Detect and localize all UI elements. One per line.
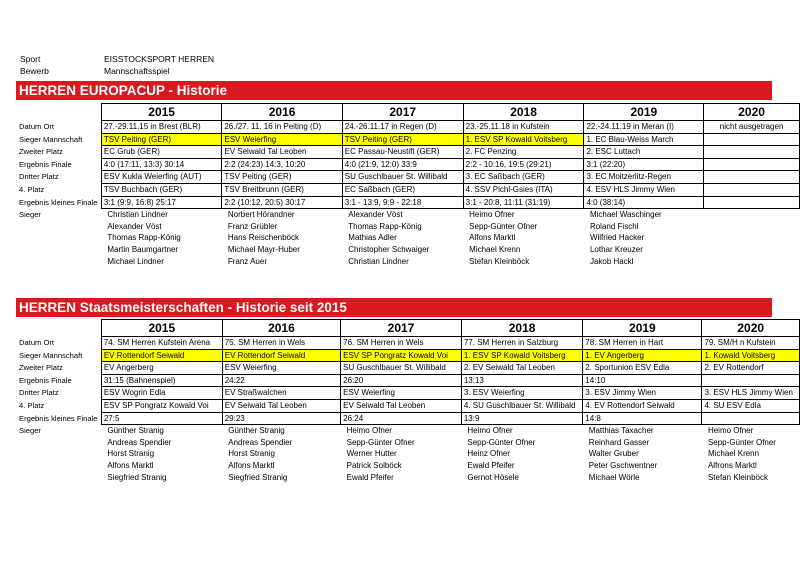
table-cell — [702, 374, 800, 387]
sieger-row — [16, 460, 800, 472]
table-row — [16, 387, 800, 400]
row-label: Dritter Platz — [19, 172, 59, 182]
table-row — [16, 183, 800, 196]
table-cell — [704, 196, 800, 209]
table-cell: 2:2 (10:12, 20:5) 30:17 — [222, 196, 342, 209]
staatsmeister-table — [16, 319, 800, 483]
table-cell: 79. SM/H n Kufstein — [702, 337, 800, 350]
year-header: 2016 — [222, 104, 342, 121]
table-cell: TSV Peiting (GER) — [222, 171, 342, 184]
table-cell: 2. ESC Luttach — [584, 146, 704, 159]
table-cell: 4. SU ESV Edla — [702, 399, 800, 412]
table-cell: 23.-25.11.18 in Kufstein — [463, 121, 584, 134]
table-cell: EC Passau-Neustift (GER) — [342, 146, 463, 159]
table-cell: 77. SM Herren in Salzburg — [461, 337, 582, 350]
bewerb-value: Mannschaftsspiel — [104, 66, 170, 76]
sieger-name: Ewald Pfeifer — [346, 472, 394, 482]
row-label: Ergebnis Finale — [19, 159, 72, 169]
sieger-name: Jakob Hackl — [589, 256, 634, 266]
sieger-name: Günther Stranig — [228, 426, 285, 436]
sieger-name: Heimo Ofner — [707, 426, 754, 436]
sieger-name: Stefan Kleinböck — [469, 256, 530, 266]
sieger-name: Patrick Solböck — [346, 460, 402, 470]
table-cell: ESV Weierfing — [341, 387, 462, 400]
sieger-name: Siegfried Stranig — [107, 472, 167, 482]
sieger-name: Heimo Ofner — [467, 426, 513, 436]
table-cell — [704, 183, 800, 196]
sieger-label — [16, 244, 101, 256]
table-cell — [704, 171, 800, 184]
year-header: 2018 — [461, 320, 582, 337]
table-cell: 3:1 (22:20) — [584, 158, 704, 171]
table-cell: 22.-24.11.19 in Meran (I) — [584, 121, 704, 134]
year-header-spacer — [16, 320, 101, 337]
sieger-name: Peter Gschwentner — [588, 460, 658, 470]
sieger-name: Alfons Marktl — [469, 233, 516, 243]
table-cell: 1. ESV SP Kowald Voitsberg — [461, 349, 582, 362]
table-cell: EV Straßwalchen — [222, 387, 340, 400]
table-cell: 3:1 - 13:9, 9:9 - 22:18 — [342, 196, 463, 209]
row-label: Datum Ort — [19, 338, 55, 347]
year-header: 2017 — [342, 104, 463, 121]
table-cell: 29:23 — [222, 412, 340, 425]
sieger-name: Martin Baumgartner — [107, 244, 179, 254]
sieger-name: Mathias Adler — [348, 233, 397, 243]
sieger-name: Alfrons Marktl — [707, 460, 757, 470]
table-cell: 26./27. 11. 16 in Peiting (D) — [222, 121, 342, 134]
europacup-table — [16, 103, 800, 267]
table-cell: ESV Kukla Weierfing (AUT) — [101, 171, 221, 184]
sieger-label — [16, 448, 101, 460]
sieger-row — [16, 232, 800, 244]
table-cell: 3. ESV Jimmy Wien — [583, 387, 702, 400]
table-cell: 14:8 — [583, 412, 702, 425]
table-row — [16, 362, 800, 375]
year-header: 2020 — [704, 104, 800, 121]
staatsmeister-title-banner: HERREN Staatsmeisterschaften - Historie seit 2015 — [16, 298, 772, 317]
sieger-label: Sieger — [19, 425, 41, 435]
sieger-name: Matthias Taxacher — [588, 426, 654, 436]
sieger-name — [704, 256, 800, 268]
sieger-label — [16, 437, 101, 449]
sieger-name: Andreas Spendier — [228, 437, 293, 447]
europacup-title-banner: HERREN EUROPACUP - Historie — [16, 81, 772, 100]
row-label: Zweiter Platz — [19, 363, 63, 373]
sieger-name: Alexander Vöst — [348, 210, 403, 220]
table-cell: ESV Weierfing — [222, 133, 342, 146]
row-label: Dritter Platz — [19, 388, 59, 398]
sport-label: Sport — [20, 54, 41, 64]
table-row — [16, 374, 800, 387]
year-header: 2016 — [222, 320, 340, 337]
sieger-name: Christian Lindner — [107, 210, 168, 220]
sieger-label — [16, 472, 101, 484]
sieger-row — [16, 425, 800, 437]
table-cell: 4:0 (21:9, 12:0) 33:9 — [342, 158, 463, 171]
sieger-name: Wilfried Hacker — [589, 233, 645, 243]
sieger-name: Michael Krenn — [707, 449, 760, 459]
table-cell: 1. EC Blau-Weiss March — [584, 133, 704, 146]
sieger-row — [16, 221, 800, 233]
table-cell: ESV SP Pongratz Kowald Voi — [341, 349, 462, 362]
sieger-name: Alexander Vöst — [107, 221, 162, 231]
table-cell: 76. SM Herren in Wels — [341, 337, 462, 350]
table-cell: 2:2 - 10:16, 19:5 (29:21) — [463, 158, 584, 171]
table-cell: 3:1 (9:9, 16:8) 25:17 — [101, 196, 221, 209]
table-row — [16, 171, 800, 184]
sieger-name: Horst Stranig — [228, 449, 275, 459]
table-cell: ESV Weierfing — [222, 362, 340, 375]
table-cell: EC Saßbach (GER) — [342, 183, 463, 196]
table-cell: 2. EV Rottendorf — [702, 362, 800, 375]
table-cell: 74. SM Herren Kufstein Arena — [101, 337, 222, 350]
sieger-name: Andreas Spendier — [107, 437, 172, 447]
sieger-name: Franz Auer — [227, 256, 267, 266]
sieger-label — [16, 232, 101, 244]
table-cell: 3. EC Saßbach (GER) — [463, 171, 584, 184]
table-cell — [704, 133, 800, 146]
table-cell — [704, 158, 800, 171]
sieger-row — [16, 256, 800, 268]
sieger-row — [16, 448, 800, 460]
sieger-name: Roland Fischl — [589, 221, 639, 231]
sieger-name: Michael Wörle — [588, 472, 640, 482]
year-header: 2015 — [101, 320, 222, 337]
sieger-name: Michael Krenn — [469, 244, 521, 254]
sieger-name: Sepp-Günter Ofner — [346, 437, 415, 447]
table-cell: TSV Buchbach (GER) — [101, 183, 221, 196]
table-cell: 26:20 — [341, 374, 462, 387]
sieger-row — [16, 244, 800, 256]
sieger-name: Hans Reischenböck — [227, 233, 300, 243]
sieger-name: Christian Lindner — [348, 256, 409, 266]
sieger-name: Sepp-Günter Ofner — [467, 437, 536, 447]
table-cell: ESV SP Pongratz Kowald Voi — [101, 399, 222, 412]
table-cell: 4. ESV HLS Jimmy Wien — [584, 183, 704, 196]
year-header: 2019 — [584, 104, 704, 121]
table-cell: 2. Sportunion ESV Edla — [583, 362, 702, 375]
table-cell: 3. EC Moitzerlitz-Regen — [584, 171, 704, 184]
table-cell: 31:15 (Bahnenspiel) — [101, 374, 222, 387]
year-header: 2018 — [463, 104, 584, 121]
sieger-name: Franz Grübler — [227, 221, 278, 231]
sieger-name: Christopher Schwaiger — [348, 244, 430, 254]
row-label: Ergebnis Finale — [19, 375, 72, 385]
table-cell: 3. ESV HLS Jimmy Wien — [702, 387, 800, 400]
sieger-name: Gernot Hösele — [467, 472, 519, 482]
row-label: 4. Platz — [19, 184, 45, 194]
table-cell: EV Angerberg — [101, 362, 222, 375]
sieger-name: Sepp-Günter Ofner — [469, 221, 538, 231]
sieger-name: Heimo Ofner — [346, 426, 392, 436]
table-cell: 27:5 — [101, 412, 222, 425]
table-cell: nicht ausgetragen — [704, 121, 800, 134]
sieger-name: Reinhard Gasser — [588, 437, 650, 447]
table-cell: 75. SM Herren in Wels — [222, 337, 340, 350]
table-cell: 1. Kowald Voitsberg — [702, 349, 800, 362]
sieger-name: Alfons Marktl — [107, 460, 154, 470]
year-header-row — [16, 320, 800, 337]
table-cell: 3. ESV Weierfing — [461, 387, 582, 400]
year-header: 2015 — [101, 104, 221, 121]
table-cell: 2:2 (24:23) 14:3, 10:20 — [222, 158, 342, 171]
table-row — [16, 146, 800, 159]
table-row — [16, 121, 800, 134]
sieger-name: Ewald Pfeifer — [467, 460, 515, 470]
sieger-name: Michael Lindner — [107, 256, 164, 266]
sieger-name: Sepp-Günter Ofner — [707, 437, 776, 447]
row-label: Sieger Mannschaft — [19, 350, 83, 360]
sieger-row — [16, 209, 800, 221]
sieger-name: Norbert Hörandner — [227, 210, 295, 220]
table-cell: EC Grub (GER) — [101, 146, 221, 159]
table-cell: EV Rottendorf Seiwald — [101, 349, 222, 362]
sieger-name: Thomas Rapp-König — [348, 221, 422, 231]
table-row — [16, 158, 800, 171]
table-row — [16, 196, 800, 209]
table-cell: 14:10 — [583, 374, 702, 387]
table-cell: 27.-29.11.15 in Brest (BLR) — [101, 121, 221, 134]
table-cell — [704, 146, 800, 159]
table-row — [16, 349, 800, 362]
row-label: 4. Platz — [19, 400, 45, 410]
row-label: Sieger Mannschaft — [19, 134, 83, 144]
sieger-name: Heinz Ofner — [467, 449, 511, 459]
table-cell: 26:24 — [341, 412, 462, 425]
sieger-name — [704, 232, 800, 244]
table-row — [16, 337, 800, 350]
table-cell: EV Seiwald Tal Leoben — [341, 399, 462, 412]
row-label: Ergebnis kleines Finale — [19, 413, 98, 423]
table-cell: 24:22 — [222, 374, 340, 387]
table-cell: SU Guschlbauer St. Willibald — [341, 362, 462, 375]
sieger-name: Siegfried Stranig — [228, 472, 288, 482]
table-cell: 3:1 - 20:8, 11:11 (31:19) — [463, 196, 584, 209]
year-header: 2017 — [341, 320, 462, 337]
table-cell: TSV Peiting (GER) — [342, 133, 463, 146]
sport-value: EISSTOCKSPORT HERREN — [104, 54, 215, 64]
table-cell: 4. EV Rottendorf Seiwald — [583, 399, 702, 412]
table-cell: 1. EV Angerberg — [583, 349, 702, 362]
sieger-label — [16, 256, 101, 268]
table-row — [16, 412, 800, 425]
year-header-spacer — [16, 104, 101, 121]
sieger-name — [704, 221, 800, 233]
row-label: Zweiter Platz — [19, 147, 63, 157]
sieger-name: Alfons Marktl — [228, 460, 275, 470]
table-cell: 13:13 — [461, 374, 582, 387]
sieger-name: Werner Hutter — [346, 449, 397, 459]
table-cell: 4. SU Guschlbauer St. Willibald — [461, 399, 582, 412]
table-cell: EV Seiwald Tal Leoben — [222, 399, 340, 412]
sieger-name: Lothar Kreuzer — [589, 244, 643, 254]
table-cell: 13:9 — [461, 412, 582, 425]
table-cell: 2. FC Penzing — [463, 146, 584, 159]
table-cell: SU Guschlbauer St. Willibald — [342, 171, 463, 184]
table-cell: EV Rottendorf Seiwald — [222, 349, 340, 362]
sieger-name: Thomas Rapp-König — [107, 233, 181, 243]
table-cell: TSV Peiting (GER) — [101, 133, 221, 146]
sieger-name — [704, 244, 800, 256]
table-cell — [702, 412, 800, 425]
table-row — [16, 133, 800, 146]
table-cell: 24.-26.11.17 in Regen (D) — [342, 121, 463, 134]
sieger-row — [16, 472, 800, 484]
table-cell: 1. ESV SP Kowald Voitsberg — [463, 133, 584, 146]
year-header-row — [16, 104, 800, 121]
table-cell: 2. EV Seiwald Tal Leoben — [461, 362, 582, 375]
sieger-name: Günther Stranig — [107, 426, 164, 436]
sieger-name: Michael Mayr-Huber — [227, 244, 300, 254]
year-header: 2020 — [702, 320, 800, 337]
table-cell: EV Seiwald Tal Leoben — [222, 146, 342, 159]
table-cell: 4:0 (17:11, 13:3) 30:14 — [101, 158, 221, 171]
bewerb-label: Bewerb — [20, 66, 49, 76]
sieger-name — [704, 209, 800, 221]
table-cell: 4:0 (38:14) — [584, 196, 704, 209]
sieger-name: Heimo Ofner — [469, 210, 515, 220]
sieger-name: Horst Stranig — [107, 449, 155, 459]
sieger-name: Walter Gruber — [588, 449, 639, 459]
row-label: Datum Ort — [19, 122, 55, 131]
sieger-label: Sieger — [19, 209, 41, 219]
table-row — [16, 399, 800, 412]
sieger-row — [16, 437, 800, 449]
table-cell: TSV Breitbrunn (GER) — [222, 183, 342, 196]
table-cell: 78. SM Herren in Hart — [583, 337, 702, 350]
sieger-label — [16, 221, 101, 233]
sieger-name: Stefan Kleinböck — [707, 472, 768, 482]
table-cell: ESV Wogrin Edla — [101, 387, 222, 400]
sieger-name: Michael Waschinger — [589, 210, 662, 220]
sieger-label — [16, 460, 101, 472]
year-header: 2019 — [583, 320, 702, 337]
table-cell: 4. SSV Pichl-Gsies (ITA) — [463, 183, 584, 196]
row-label: Ergebnis kleines Finale — [19, 197, 98, 207]
